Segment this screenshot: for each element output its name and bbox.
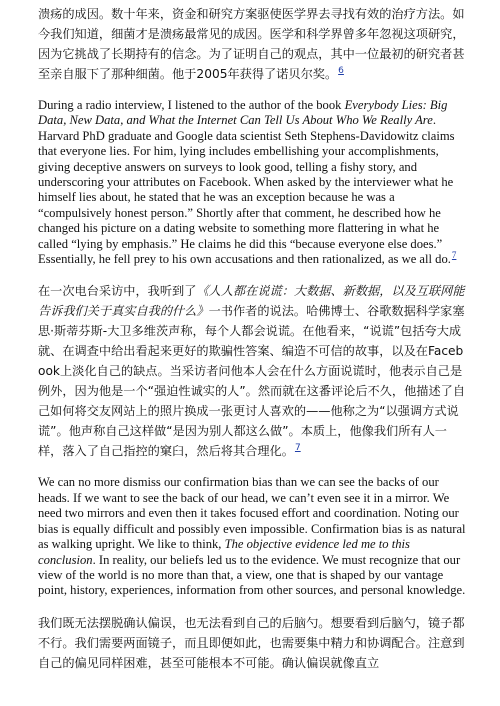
paragraph-en-confirmation-bias [38, 475, 470, 598]
footnote-link-7[interactable]: 7 [294, 443, 301, 454]
paragraph-zh-ulcer [38, 4, 470, 84]
paragraph-text: 溃疡的成因。数十年来，资金和研究方案驱使医学界去寻找有效的治疗方法。如今我们知道，细菌才是溃疡最常见的成因。医学和科学界曾多年忽视这项研究，因为它挑战了长期持有的信念。为了证明自己的观点，其中一位最初的研究者甚至亲自服下了那种细菌。他于2005年获得了诺贝尔奖。 [38, 7, 465, 81]
paragraph-zh-interview [38, 281, 470, 461]
document-page [38, 4, 470, 687]
paragraph-text: . In reality, our beliefs led us to the evidence. We must recognize that our view of the world is no more than that, a view, one that is shaped by our vantage point, history, experiences, information from other sources, and personal knowledge. [38, 552, 466, 598]
paragraph-en-interview [38, 98, 470, 267]
paragraph-text: We can no more dismiss our confirmation bias than we can see the backs of our heads. If we want to see the back of our head, we can’t even see it in a mirror. We need two mirrors and even then it takes focused effort and coordination. Noting our bias is equally difficult and possibly even impossible. Confirmation bias is as natural as walking upright. We like to think, [38, 475, 466, 552]
paragraph-text: 一书作者的说法。哈佛博士、谷歌数据科学家塞思·斯蒂芬斯-大卫多维茨声称，每个人都会说谎。在他看来，“说谎”包括夸大成就、在调查中给出看起来更好的欺骗性答案、编造不可信的故事，以及在Facebook上淡化自己的缺点。当采访者问他本人会在什么方面说谎时，他表示自己是例外，因为他是一个“强迫性诚实的人”。然而就在这番评论后不久，他描述了自己如何将交友网站上的照片换成一张更讨人喜欢的——他称之为“以强调方式说谎”。他声称自己这样做“是因为别人都这么做”。本质上，他像我们所有人一样，落入了自己指控的窠臼，然后将其合理化。 [38, 304, 466, 459]
paragraph-text: . Harvard PhD graduate and Google data scientist Seth Stephens-Davidowitz claims that everyone lies. For him, lying includes embellishing your accomplishments, giving deceptive answers on surveys to look good, telling a fishy story, and underscoring your attributes on Facebook. When asked by the interviewer what he himself lies about, he stated that he was an exception because he was a “compulsively honest person.” Shortly after that comment, he described how he changed his picture on a dating website to something more flattering in what he called “lying by emphasis.” He claims he did this “because everyone else does.” Essentially, he fell prey to his own accusations and then rationalized, as we all do. [38, 113, 455, 267]
book-title: Everybody Lies: Big Data, New Data, and What the Internet Can Tell Us About Who We Really Are [38, 98, 448, 128]
italic-quote: The objective evidence led me to this conclusion [38, 537, 410, 567]
paragraph-text: 我们既无法摆脱确认偏误，也无法看到自己的后脑勺。想要看到后脑勺，镜子都不行。我们需要两面镜子，而且即便如此，也需要集中精力和协调配合。注意到自己的偏见同样困难，甚至可能根本不可能。确认偏误就像直立 [38, 615, 465, 670]
footnote-link-7[interactable]: 7 [451, 249, 457, 260]
paragraph-text: During a radio interview, I listened to the author of the book [38, 98, 345, 112]
book-title: 《人人都在说谎：大数据、新数据，以及互联网能告诉我们关于真实自我的什么》 [38, 284, 465, 319]
footnote-link-6[interactable]: 6 [338, 65, 344, 76]
paragraph-zh-confirmation-bias [38, 613, 470, 673]
paragraph-text: 在一次电台采访中，我听到了 [38, 284, 197, 299]
